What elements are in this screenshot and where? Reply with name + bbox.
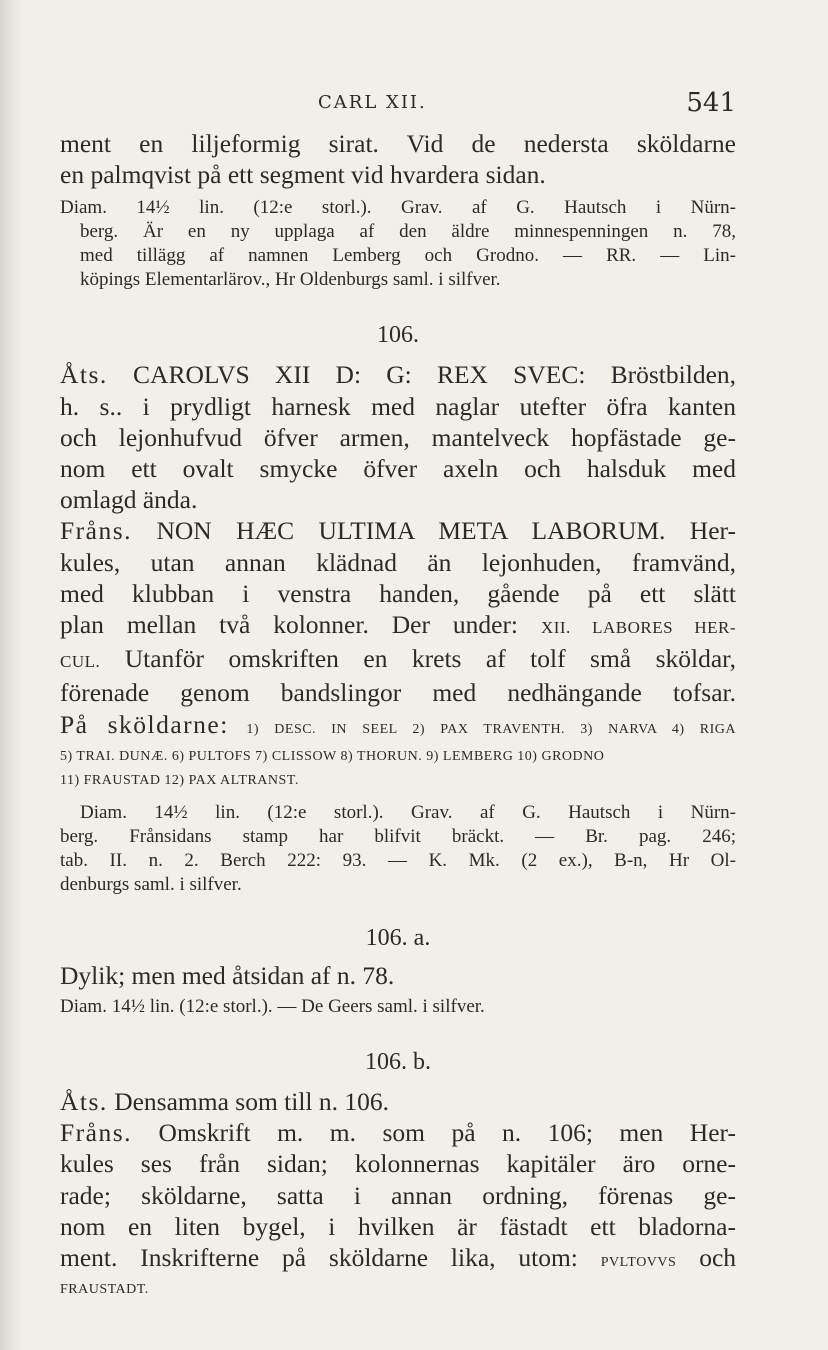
text-line: kules, utan annan klädnad än lejonhuden, framvänd, [60,547,736,577]
note-line: denburgs saml. i silfver. [60,873,242,895]
text-line: Dylik; men med åtsidan af n. 78. [60,960,395,990]
page-number: 541 [686,88,736,118]
item-heading-106b: 106. b. [365,1049,431,1076]
item-heading-106: 106. [377,322,419,349]
exception-inscription: FRAUSTADT. [60,1282,149,1298]
text-line: h. s.. i prydligt harnesk med naglar utefter öfra kanten [60,391,736,421]
exception-inscription: PVLTOVVS [600,1255,677,1271]
text-line: nom ett ovalt smycke öfver axeln och halsduk med [60,454,736,484]
note-line: Diam. 14½ lin. (12:e storl.). Grav. af G. Hautsch i Nürn- [80,801,736,823]
text-line: ment en liljeformig sirat. Vid de nedersta sköldarne [60,129,736,158]
shield-inscriptions: 11) FRAUSTAD 12) PAX ALTRANST. [60,772,299,788]
item-106b-reverse [60,1117,736,1278]
text-line: ment. Inskrifterne på sköldarne lika, utom: [60,1243,578,1273]
item-106b-obverse [60,1086,736,1117]
note-line: köpings Elementarlärov., Hr Oldenburgs saml. i silfver. [80,269,501,291]
text-line: omlagd ända. [60,485,198,515]
text-line: plan mellan två kolonner. Der under: [60,610,519,640]
text-line: CAROLVS XII D: G: REX SVEC: Bröstbilden, [133,360,737,390]
item-106b-end [60,1278,736,1302]
note-line: Diam. 14½ lin. (12:e storl.). Grav. af G. Hautsch i Nürn- [60,197,736,219]
text-line: Densamma som till n. 106. [114,1087,389,1117]
obverse-label: Åts. [60,1087,108,1117]
shields-label: På sköldarne: [60,709,229,739]
shield-inscriptions-cont [60,745,736,793]
note-line: Diam. 14½ lin. (12:e storl.). — De Geers saml. i silfver. [60,996,485,1018]
paragraph-continuation [60,128,736,190]
note-line: berg. Frånsidans stamp har blifvit bräckt. — Br. pag. 246; [60,825,736,847]
item-106-shields [60,709,736,745]
text-line: kules ses från sidan; kolonnernas kapitäler äro orne- [60,1149,736,1179]
reverse-label: Fråns. [60,1118,133,1148]
shield-inscriptions: 1) DESC. IN SEEL 2) PAX TRAVENTH. 3) NARVA 4) RIGA [246,721,737,737]
item-106-reverse [60,515,736,708]
shield-inscriptions: 5) TRAI. DUNÆ. 6) PULTOFS 7) CLISSOW 8) THORUN. 9) LEMBERG 10) GRODNO [60,748,605,764]
obverse-label: Åts. [60,360,108,390]
text-line: en palmqvist på ett segment vid hvardera sidan. [60,160,546,190]
item-heading-106a: 106. a. [365,924,431,951]
note-line: tab. II. n. 2. Berch 222: 93. — K. Mk. (2 ex.), B-n, Hr Ol- [60,849,736,871]
note-106 [60,801,736,897]
exergue-inscription-end: CUL. [60,652,101,672]
reverse-label: Fråns. [60,516,133,546]
text-line: Omskrift m. m. som på n. 106; men Her- [158,1118,736,1148]
note-105 [60,196,736,292]
text-line: med klubban i venstra handen, gående på ett slätt [60,578,736,608]
exergue-inscription: XII. LABORES HER- [540,618,737,638]
page-body [60,128,736,1302]
page-edge-shadow [0,0,24,1350]
text-line: förenade genom bandslingor med nedhängande tofsar. [60,678,736,708]
text-line: nom en liten bygel, i hvilken är fästadt ett bladorna- [60,1211,736,1241]
running-head-title: CARL XII. [318,92,427,113]
text-line: och lejonhufvud öfver armen, mantelveck hopfästade ge- [60,422,736,452]
running-head [60,88,736,118]
item-106a-text [60,960,736,991]
item-106-obverse [60,359,736,515]
note-line: med tillägg af namnen Lemberg och Grodno. — RR. — Lin- [80,245,736,267]
note-106a [60,995,736,1019]
joiner-word: och [699,1243,737,1273]
text-line: rade; sköldarne, satta i annan ordning, förenas ge- [60,1180,736,1210]
note-line: berg. Är en ny upplaga af den äldre minnespenningen n. 78, [80,221,736,243]
text-line: NON HÆC ULTIMA META LABORUM. Her- [156,516,736,546]
text-line: Utanför omskriften en krets af tolf små sköldar, [124,644,736,674]
